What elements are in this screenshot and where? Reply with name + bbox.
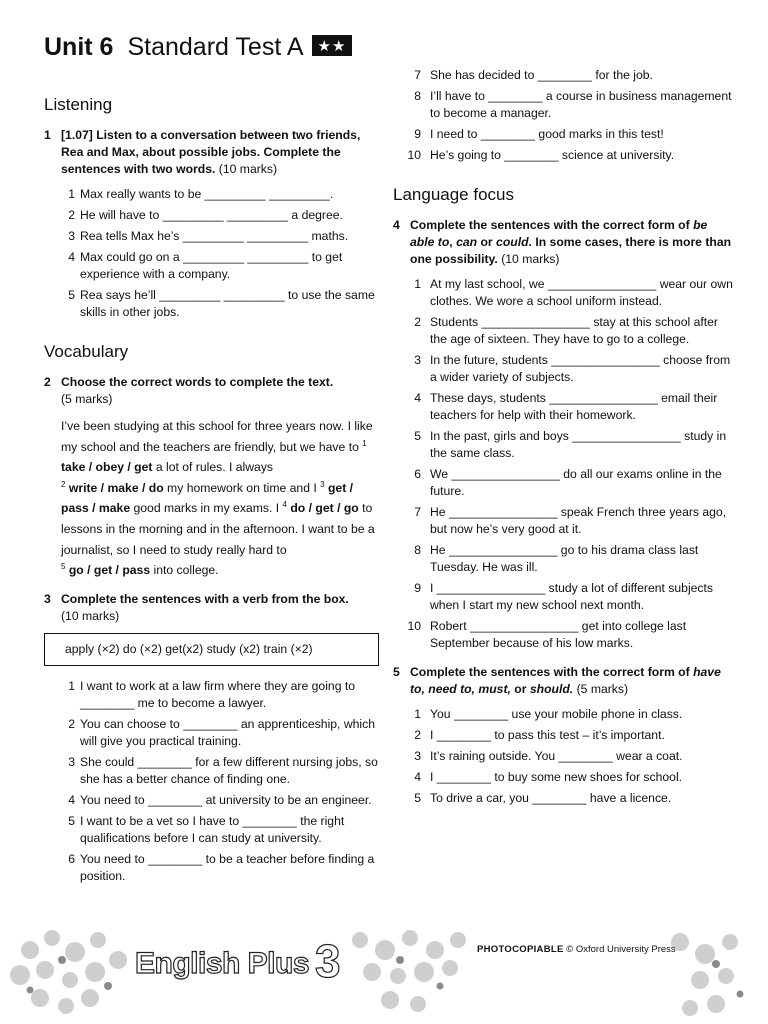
item-text: In the past, girls and boys ________________ study in the same class. [430,429,727,460]
text-segment: can [456,235,478,249]
item-number: 4 [68,792,75,807]
exercise-item [44,186,379,203]
item-text: I need to ________ good marks in this test! [430,127,664,141]
text-segment: be able to [410,218,708,249]
item-number: 3 [414,749,421,763]
exercise-item [393,769,733,786]
exercise-number: 5 [393,665,400,679]
item-number: 10 [407,148,421,162]
item-text: I ________ to buy some new shoes for school. [430,770,683,784]
word-choice: take / obey / get [61,460,153,475]
gap-number: 5 [61,562,66,572]
language-focus-heading: Language focus [393,185,514,204]
item-number: 4 [68,250,75,264]
text-segment: have to, need to, must, [410,665,721,696]
exercise-item [393,67,733,84]
item-text: Max really wants to be _________ _________. [80,187,334,201]
item-text: He’s going to ________ science at university. [430,148,675,162]
english-plus-logo [135,934,340,988]
item-number: 4 [414,770,421,784]
listening-heading: Listening [44,95,113,114]
item-text: I’ll have to ________ a course in business management to become a manager. [430,89,732,120]
exercise-2 [44,374,379,408]
footer-pattern-graphic [0,920,768,1024]
item-text: I ________ to pass this test – it’s important. [430,728,665,742]
exercise-item [393,504,733,538]
exercise-4 [393,217,733,268]
item-text: Max could go on a _________ _________ to get experience with a company. [80,250,343,281]
exercise-item [44,716,379,750]
exercise-instruction [410,218,731,266]
exercise-instruction: Complete the sentences with a verb from the box. [61,591,349,606]
vocabulary-heading: Vocabulary [44,342,129,361]
page-title [44,33,352,62]
right-column [393,67,733,811]
item-text: He will have to _________ _________ a degree. [80,208,343,222]
text-segment: into college. [150,563,219,578]
item-number: 5 [68,813,75,828]
item-text: She has decided to ________ for the job. [430,68,653,82]
text-segment: Complete the sentences with the correct form of [410,665,694,679]
exercise-item [393,748,733,765]
item-number: 4 [414,391,421,405]
exercise-marks: (5 marks) [61,392,113,406]
exercise-marks: (10 marks) [501,252,560,266]
item-number: 8 [414,543,421,557]
exercise-item [393,276,733,310]
exercise-item [44,228,379,245]
item-text: These days, students ________________ email their teachers for help with their homework. [430,391,718,422]
exercise-item [393,126,733,143]
exercise-instruction [410,665,721,696]
exercise-2-text [44,416,379,581]
item-number: 2 [68,208,75,222]
item-number: 10 [407,619,421,633]
exercise-1 [44,127,379,178]
difficulty-stars-badge: ★★ [312,35,353,56]
word-choice: do / get / go [290,501,359,516]
exercise-3-items [44,678,379,885]
exercise-marks: (10 marks) [218,162,278,176]
exercise-item [44,754,379,788]
item-number: 5 [68,288,75,302]
exercise-number: 3 [44,591,51,606]
item-text: He ________________ speak French three years ago, but now he’s very good at it. [430,505,727,536]
item-number: 1 [68,187,75,201]
gap-number: 1 [362,438,367,448]
exercise-item [393,466,733,500]
item-number: 7 [414,68,421,82]
item-number: 6 [68,851,75,866]
gap-number: 4 [282,500,287,510]
exercise-4-items [393,276,733,652]
text-segment: a lot of rules. I always [152,460,274,475]
exercise-item [393,618,733,652]
item-text: I want to work at a law firm where they are going to ________ me to become a lawyer. [80,678,356,710]
item-text: We ________________ do all our exams online in the future. [430,467,722,498]
exercise-item [393,706,733,723]
exercise-5-items [393,706,733,807]
text-segment: I’ve been studying at this school for three years now. I like my school and the teachers are friendly, but we have to [61,419,373,454]
logo-number: 3 [315,935,341,987]
exercise-instruction: Choose the correct words to complete the text. [61,375,334,389]
item-number: 1 [414,277,421,291]
text-segment: . In some cases, there is more than one possibility. [410,235,732,266]
item-text: Students ________________ stay at this school after the age of sixteen. They have to go to a college. [430,315,718,346]
text-segment: my homework on time and I [163,480,321,495]
copyright-text: © Oxford University Press [566,944,676,955]
item-text: You need to ________ to be a teacher before finding a position. [80,851,375,883]
text-segment: to lessons in the morning and in the afternoon. I want to be a journalist, so I need to study really hard to [61,501,375,557]
exercise-3-items-continued [393,67,733,164]
item-text: At my last school, we ________________ wear our own clothes. We wore a school uniform instead. [430,277,733,308]
item-number: 2 [414,315,421,329]
exercise-item [393,790,733,807]
exercise-1-items [44,186,379,321]
item-text: He ________________ go to his drama class last Tuesday. He was ill. [430,543,699,574]
exercise-item [393,428,733,462]
text-segment: good marks in my exams. I [130,501,283,516]
item-text: You ________ use your mobile phone in class. [430,707,683,721]
test-label: Standard Test A [127,33,304,61]
item-number: 2 [68,716,75,731]
exercise-item [44,851,379,885]
photocopiable-label: PHOTOCOPIABLE [477,944,564,955]
item-number: 7 [414,505,421,519]
item-text: You need to ________ at university to be an engineer. [80,792,372,807]
exercise-item [44,287,379,321]
exercise-5 [393,664,733,698]
word-box: apply (×2) do (×2) get(x2) study (x2) train (×2) [44,633,379,666]
item-number: 8 [414,89,421,103]
exercise-item [393,580,733,614]
exercise-item [393,727,733,744]
exercise-item [44,678,379,712]
item-text: I ________________ study a lot of different subjects when I start my new school next month. [430,581,714,612]
item-number: 3 [68,754,75,769]
exercise-3 [44,591,379,625]
logo-text: English Plus [135,947,310,980]
exercise-item [44,249,379,283]
item-text: Rea tells Max he’s _________ _________ maths. [80,229,349,243]
item-text: Rea says he’ll _________ _________ to use the same skills in other jobs. [80,288,375,319]
exercise-number: 1 [44,128,51,142]
item-number: 2 [414,728,421,742]
exercise-item [393,88,733,122]
text-segment: or [477,235,497,249]
item-text: I want to be a vet so I have to ________ the right qualifications before I can study at university. [80,813,345,845]
text-segment: Complete the sentences with the correct form of [410,218,694,232]
exercise-item [44,792,379,809]
exercise-instruction: [1.07] Listen to a conversation between two friends, Rea and Max, about possible jobs. Complete the sentences with two words. [61,128,361,176]
exercise-number: 4 [393,218,400,232]
text-segment: , [449,235,457,249]
item-number: 9 [414,581,421,595]
word-choice: write / make / do [68,480,164,495]
exercise-item [393,147,733,164]
item-number: 3 [414,353,421,367]
item-number: 1 [414,707,421,721]
exercise-item [393,390,733,424]
item-number: 5 [414,791,421,805]
left-column [44,96,379,889]
text-segment: or [510,682,530,696]
exercise-item [393,314,733,348]
item-text: She could ________ for a few different nursing jobs, so she has a better chance of finding one. [80,754,378,786]
photocopiable-notice [477,944,676,955]
item-text: You can choose to ________ an apprenticeship, which will give you practical training. [80,716,375,748]
exercise-item [44,813,379,847]
item-text: Robert ________________ get into college last September because of his low marks. [430,619,687,650]
exercise-marks: (5 marks) [576,682,629,696]
exercise-marks: (10 marks) [61,608,120,623]
item-number: 1 [68,678,75,693]
item-number: 3 [68,229,75,243]
text-segment: should. [529,682,574,696]
item-text: In the future, students ________________ choose from a wider variety of subjects. [430,353,731,384]
exercise-item [44,207,379,224]
unit-label: Unit 6 [44,33,114,61]
item-number: 6 [414,467,421,481]
word-choice: get / pass / make [61,480,354,516]
gap-number: 3 [320,479,325,489]
item-number: 9 [414,127,421,141]
text-segment: could [496,235,529,249]
gap-number: 2 [61,479,66,489]
item-number: 5 [414,429,421,443]
item-text: It’s raining outside. You ________ wear a coat. [430,749,683,763]
exercise-item [393,352,733,386]
exercise-item [393,542,733,576]
item-text: To drive a car, you ________ have a licence. [430,791,672,805]
word-choice: go / get / pass [68,563,151,578]
exercise-number: 2 [44,375,51,389]
